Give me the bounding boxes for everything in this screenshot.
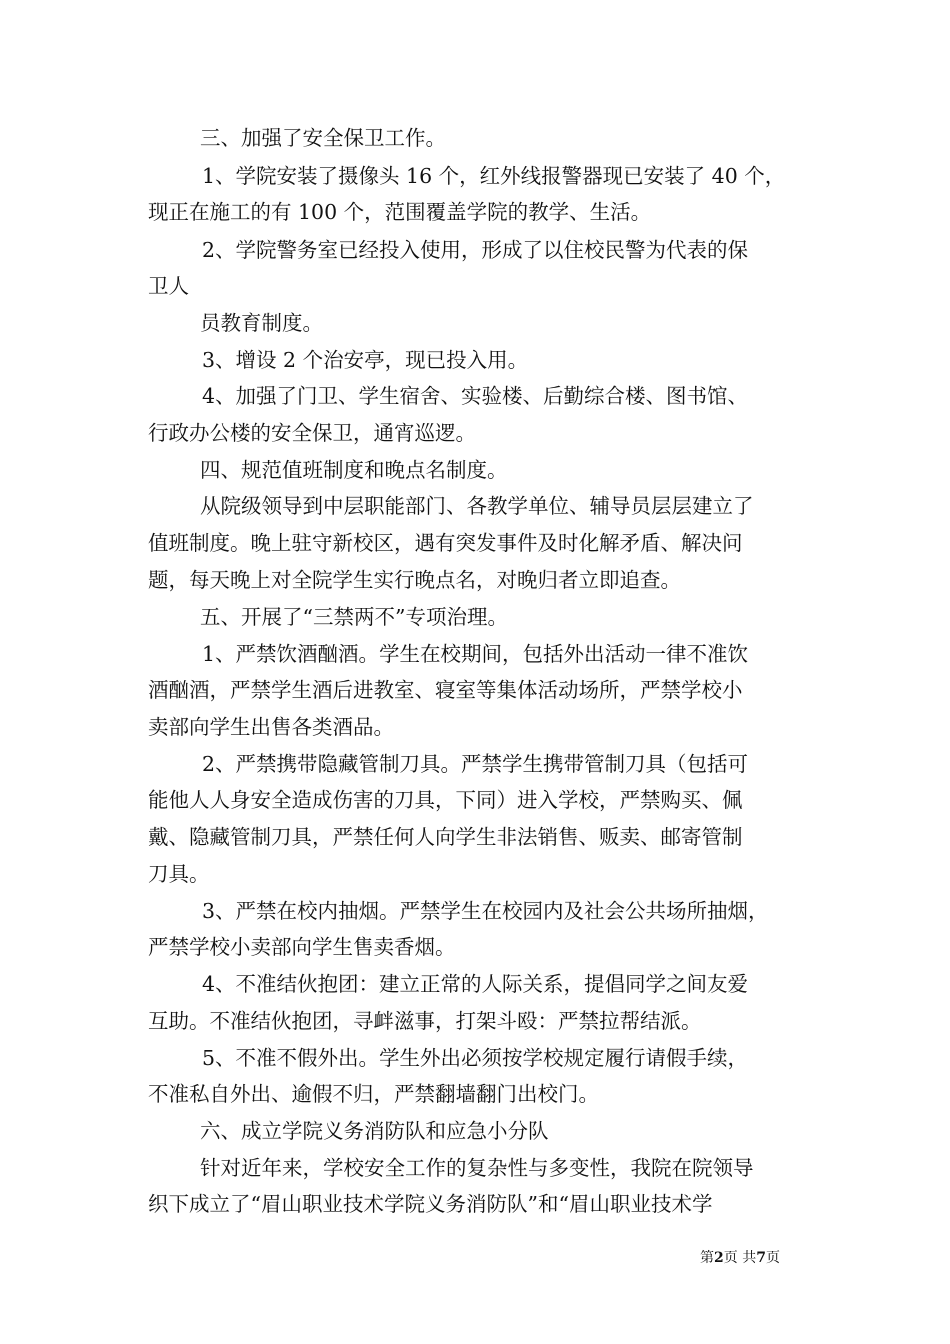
paragraph-line: 卫人 bbox=[148, 274, 189, 298]
paragraph-line: 不准私自外出、逾假不归，严禁翻墙翻门出校门。 bbox=[148, 1082, 599, 1106]
section-heading: 五、开展了“三禁两不”专项治理。 bbox=[200, 605, 508, 629]
paragraph-line: 3、增设 2 个治安亭，现已投入用。 bbox=[202, 348, 529, 372]
paragraph-line: 戴、隐藏管制刀具，严禁任何人向学生非法销售、贩卖、邮寄管制 bbox=[148, 825, 743, 849]
paragraph-line: 3、严禁在校内抽烟。严禁学生在校园内及社会公共场所抽烟， bbox=[202, 899, 769, 923]
paragraph-line: 卖部向学生出售各类酒品。 bbox=[148, 715, 394, 739]
paragraph-line: 刀具。 bbox=[148, 862, 210, 886]
paragraph-line: 酒酗酒，严禁学生酒后进教室、寝室等集体活动场所，严禁学校小 bbox=[148, 678, 743, 702]
paragraph-line: 1、严禁饮酒酗酒。学生在校期间，包括外出活动一律不准饮 bbox=[202, 642, 749, 666]
paragraph-line: 织下成立了“眉山职业技术学院义务消防队”和“眉山职业技术学 bbox=[148, 1192, 713, 1216]
paragraph-line: 2、学院警务室已经投入使用，形成了以住校民警为代表的保 bbox=[202, 238, 749, 262]
paragraph-line: 2、严禁携带隐藏管制刀具。严禁学生携带管制刀具（包括可 bbox=[202, 752, 749, 776]
footer-prefix: 第 bbox=[700, 1250, 714, 1266]
paragraph-line: 员教育制度。 bbox=[200, 311, 323, 335]
section-heading: 六、成立学院义务消防队和应急小分队 bbox=[200, 1119, 549, 1143]
current-page-number: 2 bbox=[714, 1250, 724, 1266]
section-heading: 三、加强了安全保卫工作。 bbox=[200, 126, 446, 150]
paragraph-line: 针对近年来，学校安全工作的复杂性与多变性，我院在院领导 bbox=[200, 1156, 754, 1180]
footer-middle: 页 共 bbox=[723, 1250, 757, 1266]
paragraph-line: 4、不准结伙抱团：建立正常的人际关系，提倡同学之间友爱 bbox=[202, 972, 749, 996]
paragraph-line: 从院级领导到中层职能部门、各教学单位、辅导员层层建立了 bbox=[200, 494, 754, 518]
paragraph-line: 1、学院安装了摄像头 16 个，红外线报警器现已安装了 40 个， bbox=[202, 164, 786, 188]
footer-suffix: 页 bbox=[765, 1250, 780, 1266]
paragraph-line: 能他人人身安全造成伤害的刀具，下同）进入学校，严禁购买、佩 bbox=[148, 788, 743, 812]
total-page-count: 7 bbox=[756, 1250, 766, 1266]
paragraph-line: 5、不准不假外出。学生外出必须按学校规定履行请假手续， bbox=[202, 1046, 749, 1070]
paragraph-line: 互助。不准结伙抱团，寻衅滋事，打架斗殴：严禁拉帮结派。 bbox=[148, 1009, 702, 1033]
paragraph-line: 值班制度。晚上驻守新校区，遇有突发事件及时化解矛盾、解决问 bbox=[148, 531, 743, 555]
paragraph-line: 4、加强了门卫、学生宿舍、实验楼、后勤综合楼、图书馆、 bbox=[202, 384, 749, 408]
page-number-footer bbox=[700, 1248, 840, 1268]
paragraph-line: 行政办公楼的安全保卫，通宵巡逻。 bbox=[148, 421, 476, 445]
paragraph-line: 题，每天晚上对全院学生实行晚点名，对晚归者立即追查。 bbox=[148, 568, 681, 592]
paragraph-line: 现正在施工的有 100 个，范围覆盖学院的教学、生活。 bbox=[148, 200, 652, 224]
paragraph-line: 严禁学校小卖部向学生售卖香烟。 bbox=[148, 935, 456, 959]
section-heading: 四、规范值班制度和晚点名制度。 bbox=[200, 458, 508, 482]
